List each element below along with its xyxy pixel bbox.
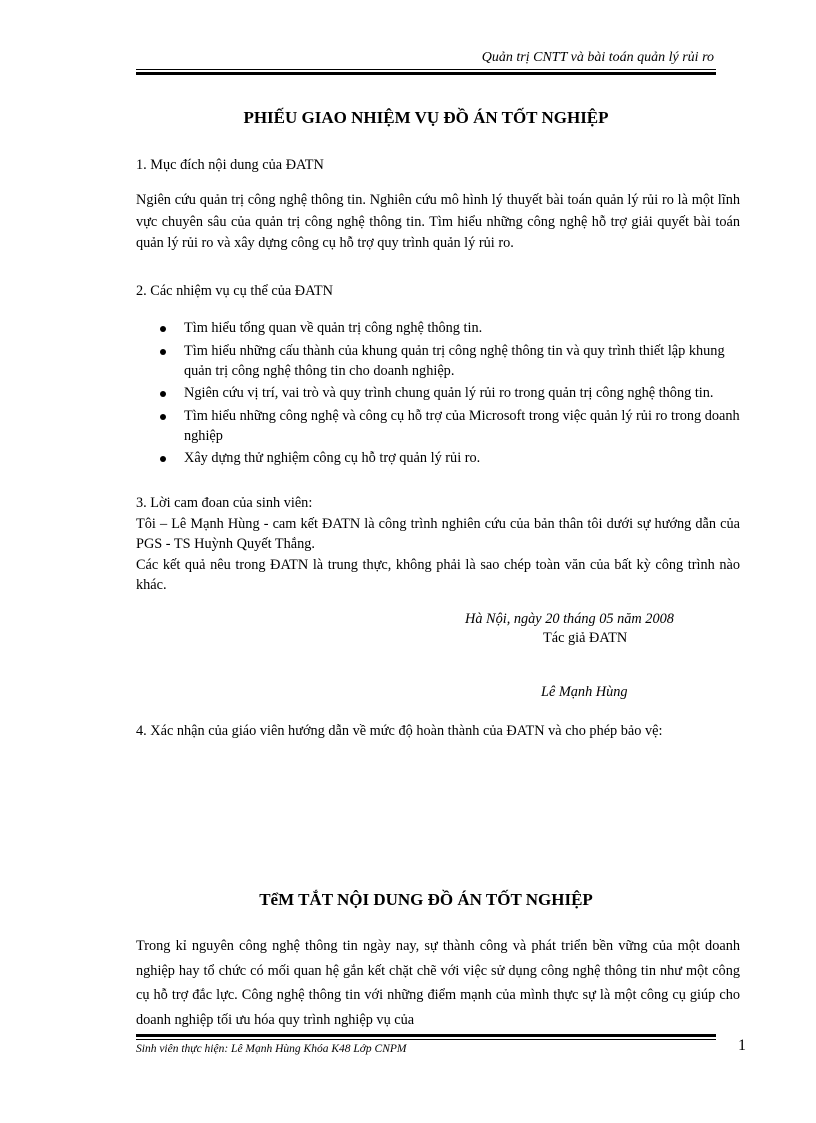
header-rule-thick [136, 72, 716, 75]
bullet-icon [160, 391, 166, 397]
list-item [160, 341, 740, 381]
list-item [160, 448, 740, 468]
summary-body: Trong kỉ nguyên công nghệ thông tin ngày nay, sự thành công và phát triển bền vững của một doanh nghiệp hay tổ chức có mối quan hệ gắn kết chặt chẽ với việc sử dụng công nghệ thông tin như một công cụ hỗ trợ đắc lực. Công nghệ thông tin với những điểm mạnh của mình thực sự là một công cụ giúp cho doanh nghiệp tối ưu hóa quy trình nghiệp vụ của [136, 938, 740, 1028]
list-item-text: Tìm hiểu những công nghệ và công cụ hỗ trợ của Microsoft trong việc quản lý rủi ro trong doanh nghiệp [184, 407, 740, 444]
list-item-text: Ngiên cứu vị trí, vai trò và quy trình chung quản lý rủi ro trong quản trị công nghệ thông tin. [184, 385, 714, 401]
footer-text: Sinh viên thực hiện: Lê Mạnh Hùng Khóa K48 Lớp CNPM [136, 1043, 407, 1055]
list-item [160, 383, 740, 403]
summary-title: TểM TẮT NỘI DUNG ĐỒ ÁN TỐT NGHIỆP [259, 890, 593, 909]
footer-rule-thin [136, 1039, 716, 1040]
list-item-text: Tìm hiểu tổng quan về quản trị công nghệ thông tin. [184, 320, 483, 336]
section-3-line-2: Các kết quả nêu trong ĐATN là trung thực, không phải là sao chép toàn văn của bất kỳ công trình nào khác. [136, 557, 740, 593]
header-rule-thin [136, 69, 716, 70]
section-3-heading: 3. Lời cam đoan của sinh viên: [136, 495, 313, 511]
footer-rule-thick [136, 1034, 716, 1037]
section-1-heading: 1. Mục đích nội dung của ĐATN [136, 157, 324, 173]
author-label: Tác giả ĐATN [543, 630, 628, 646]
list-item-text: Xây dựng thử nghiệm công cụ hỗ trợ quản lý rủi ro. [184, 450, 481, 466]
author-name: Lê Mạnh Hùng [541, 684, 628, 700]
section-2-heading: 2. Các nhiệm vụ cụ thể của ĐATN [136, 283, 333, 299]
section-3-line-1: Tôi – Lê Mạnh Hùng - cam kết ĐATN là công trình nghiên cứu của bản thân tôi dưới sự hướng dẫn của PGS - TS Huỳnh Quyết Thắng. [136, 516, 740, 552]
section-1-body: Ngiên cứu quản trị công nghệ thông tin. Nghiên cứu mô hình lý thuyết bài toán quản lý rủi ro là một lĩnh vực chuyên sâu của quản trị công nghệ thông tin. Tìm hiểu những công nghệ hỗ trợ giải quyết bài toán quản lý rủi ro và xây dựng công cụ hỗ trợ quy trình quản lý rủi ro. [136, 192, 740, 251]
bullet-icon [160, 326, 166, 332]
running-header: Quản trị CNTT và bài toán quản lý rủi ro [481, 50, 714, 65]
page-number: 1 [738, 1037, 746, 1054]
date-line: Hà Nội, ngày 20 tháng 05 năm 2008 [465, 611, 674, 627]
list-item [160, 318, 740, 338]
list-item [160, 406, 740, 446]
bullet-icon [160, 456, 166, 462]
task-list [160, 318, 740, 471]
list-item-text: Tìm hiểu những cấu thành của khung quản trị công nghệ thông tin và quy trình thiết lập khung quản trị công nghệ thông tin cho doanh nghiệp. [184, 342, 725, 379]
bullet-icon [160, 349, 166, 355]
page-title: PHIẾU GIAO NHIỆM VỤ ĐỒ ÁN TỐT NGHIỆP [243, 108, 609, 127]
section-4-text: 4. Xác nhận của giáo viên hướng dẫn về mức độ hoàn thành của ĐATN và cho phép bảo vệ: [136, 723, 663, 739]
bullet-icon [160, 414, 166, 420]
